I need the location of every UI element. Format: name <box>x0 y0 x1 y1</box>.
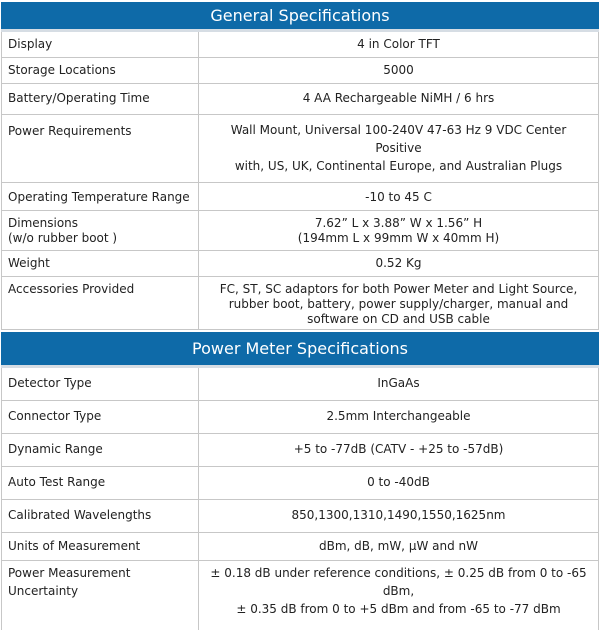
spec-value: 0 to -40dB <box>367 475 430 489</box>
spec-label: Accessories Provided <box>2 277 199 329</box>
spec-label: Calibrated Wavelengths <box>2 500 199 532</box>
spec-value-line: ± 0.35 dB from 0 to +5 dBm and from -65 to -77 dBm <box>236 602 561 616</box>
spec-value <box>199 115 598 182</box>
spec-label: Power Requirements <box>2 115 199 182</box>
spec-value: 850,1300,1310,1490,1550,1625nm <box>291 508 506 522</box>
spec-row-auto-test-range <box>1 467 599 500</box>
spec-row-operating-temperature <box>1 183 599 211</box>
spec-value-line: 7.62” L x 3.88” W x 1.56” H <box>314 216 483 230</box>
spec-row-connector-type <box>1 401 599 434</box>
spec-value: 4 AA Rechargeable NiMH / 6 hrs <box>302 91 495 105</box>
spec-row-dimensions <box>1 211 599 251</box>
spec-label: Units of Measurement <box>2 533 199 560</box>
spec-value: +5 to -77dB (CATV - +25 to -57dB) <box>293 442 504 456</box>
spec-value-line: (194mm L x 99mm W x 40mm H) <box>297 231 500 245</box>
spec-label: Auto Test Range <box>2 467 199 499</box>
spec-value-line: dBm, <box>382 584 415 598</box>
spec-value <box>199 561 598 630</box>
spec-value-line: FC, ST, SC adaptors for both Power Meter and Light Source, <box>219 282 578 296</box>
spec-value-line: software on CD and USB cable <box>307 312 490 326</box>
power-meter-specifications-header <box>1 332 599 368</box>
spec-value-line: ± 0.18 dB under reference conditions, ± 0.25 dB from 0 to -65 <box>210 566 587 580</box>
spec-value <box>199 211 598 250</box>
spec-row-dynamic-range <box>1 434 599 467</box>
spec-label: Operating Temperature Range <box>2 183 199 210</box>
spec-row-storage-locations <box>1 58 599 84</box>
spec-row-units-of-measurement <box>1 533 599 561</box>
spec-label: Weight <box>2 251 199 276</box>
spec-label-line: (w/o rubber boot ) <box>8 231 118 245</box>
spec-label <box>2 561 199 630</box>
spec-label: Display <box>2 32 199 57</box>
spec-value: 0.52 Kg <box>375 256 422 270</box>
spec-label: Dynamic Range <box>2 434 199 466</box>
spec-value: -10 to 45 C <box>365 190 432 204</box>
spec-label-line: Uncertainty <box>8 584 79 598</box>
spec-row-power-requirements <box>1 115 599 183</box>
spec-value: 4 in Color TFT <box>357 37 440 51</box>
spec-label-line: Power Measurement <box>8 566 131 580</box>
spec-value: 5000 <box>383 63 414 77</box>
general-specifications-header <box>1 2 599 32</box>
spec-value-line: Positive <box>375 141 422 155</box>
spec-row-weight <box>1 251 599 277</box>
spec-row-detector-type <box>1 368 599 401</box>
spec-value: 2.5mm Interchangeable <box>326 409 471 423</box>
spec-row-battery <box>1 84 599 115</box>
spec-value: InGaAs <box>377 376 420 390</box>
spec-value-line: rubber boot, battery, power supply/charger, manual and <box>228 297 569 311</box>
spec-row-accessories <box>1 277 599 330</box>
spec-label: Detector Type <box>2 368 199 400</box>
spec-row-power-measurement-uncertainty <box>1 561 599 630</box>
spec-label <box>2 211 199 250</box>
spec-label: Battery/Operating Time <box>2 84 199 114</box>
power-meter-specifications-title: Power Meter Specifications <box>192 339 408 358</box>
spec-value-line: with, US, UK, Continental Europe, and Australian Plugs <box>234 159 563 173</box>
spec-row-calibrated-wavelengths <box>1 500 599 533</box>
spec-value <box>199 277 598 329</box>
spec-row-display <box>1 32 599 58</box>
spec-label-line: Dimensions <box>8 216 79 230</box>
spec-value-line: Wall Mount, Universal 100-240V 47-63 Hz 9 VDC Center <box>230 123 567 137</box>
spec-value: dBm, dB, mW, µW and nW <box>318 539 478 553</box>
spec-label: Storage Locations <box>2 58 199 83</box>
spec-label: Connector Type <box>2 401 199 433</box>
general-specifications-title: General Specifications <box>210 6 390 25</box>
